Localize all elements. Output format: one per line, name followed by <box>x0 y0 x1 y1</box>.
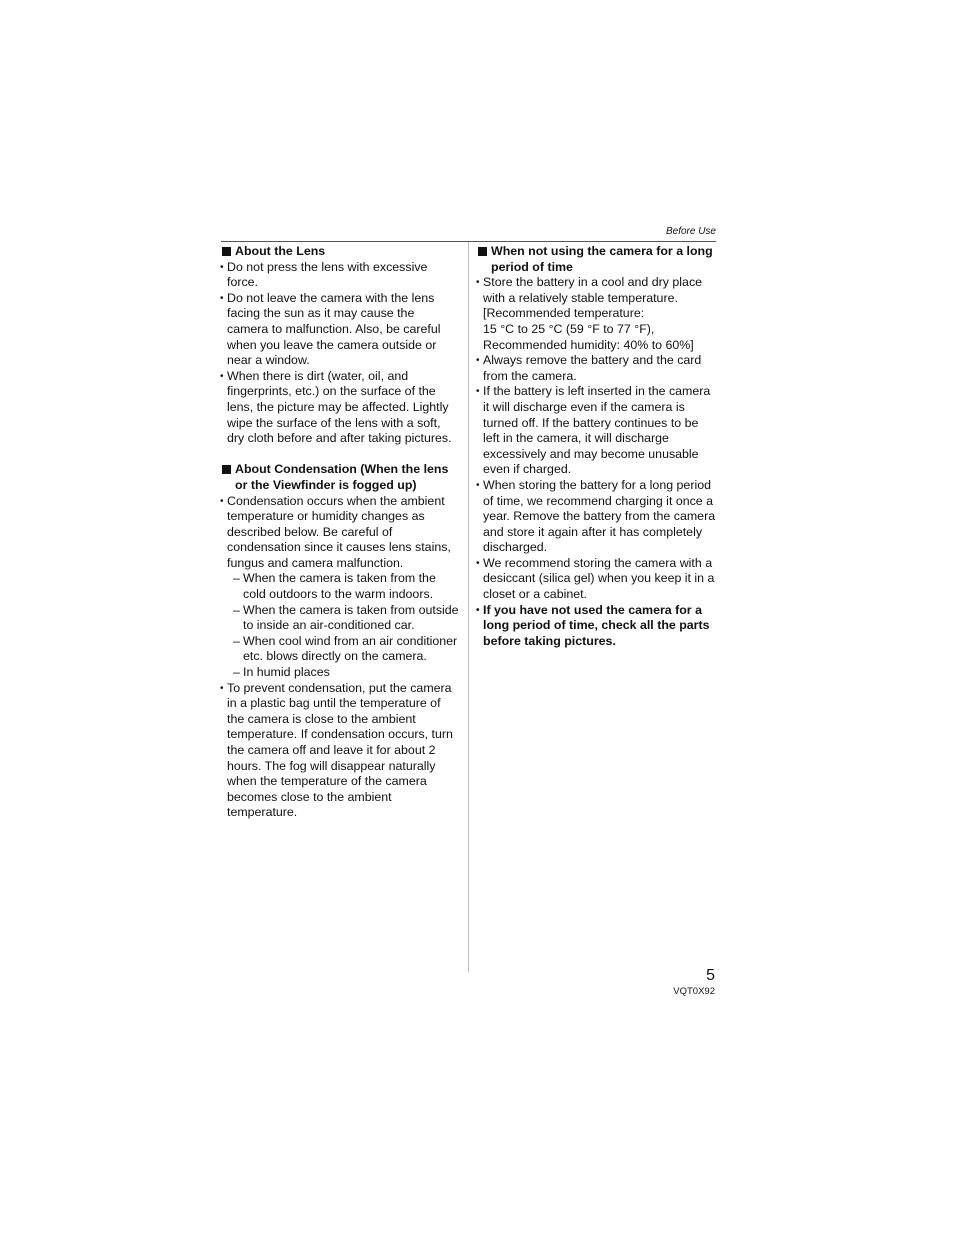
page-number: 5 <box>706 967 715 984</box>
column-divider <box>468 242 469 972</box>
dash-list <box>227 571 459 680</box>
list-item: • To prevent condensation, put the camera in a plastic bag until the temperature of the camera is close to the ambient temperature. If condensation occurs, turn the camera off and leave it for about 2 hours. The fog will disappear naturally when the temperature of the camera becomes close to the ambient temperature. <box>221 681 459 821</box>
section-title-text: When not using the camera for a long period of time <box>491 244 713 274</box>
bold-note: • If you have not used the camera for a long period of time, check all the parts before taking pictures. <box>477 603 717 650</box>
dash-item: – In humid places <box>227 665 459 681</box>
list-item <box>221 494 459 681</box>
list-item: • When storing the battery for a long period of time, we recommend charging it once a year. Remove the battery from the camera and store it again after it has completely discharged. <box>477 478 717 556</box>
section-title-text: About the Lens <box>235 244 326 258</box>
recommended-temperature-value: 15 °C to 25 °C (59 °F to 77 °F), <box>483 321 655 336</box>
list-item: • We recommend storing the camera with a desiccant (silica gel) when you keep it in a closet or a cabinet. <box>477 556 717 603</box>
section-title <box>221 462 459 493</box>
square-bullet-icon <box>222 247 231 256</box>
dash-item: – When the camera is taken from outside to inside an air-conditioned car. <box>227 603 459 634</box>
recommended-temperature-label: [Recommended temperature: <box>483 306 645 321</box>
dash-item: – When the camera is taken from the cold outdoors to the warm indoors. <box>227 571 459 602</box>
bullet-list <box>477 275 717 649</box>
list-item: • If the battery is left inserted in the camera it will discharge even if the camera is turned off. If the battery continues to be left in the camera, it will discharge excessively and may become unusable even if charged. <box>477 384 717 478</box>
section-title-text: About Condensation (When the lens or the Viewfinder is fogged up) <box>235 462 449 492</box>
list-item-text: Condensation occurs when the ambient temperature or humidity changes as described below. Be careful of condensation since it causes lens stains, fungus and camera malfunction. <box>227 493 451 570</box>
list-item <box>477 275 717 353</box>
bullet-list <box>221 494 459 821</box>
list-item: • When there is dirt (water, oil, and fingerprints, etc.) on the surface of the lens, the picture may be affected. Lightly wipe the surface of the lens with a soft, dry cloth before and after taking pictures. <box>221 369 459 447</box>
section-about-the-lens <box>221 244 459 447</box>
list-item-text: Store the battery in a cool and dry place with a relatively stable temperature. <box>483 275 703 305</box>
dash-item: – When cool wind from an air conditioner etc. blows directly on the camera. <box>227 634 459 665</box>
recommended-humidity: Recommended humidity: 40% to 60%] <box>483 337 694 352</box>
square-bullet-icon <box>478 247 487 256</box>
section-long-storage <box>477 244 717 649</box>
section-about-condensation <box>221 462 459 821</box>
bullet-list <box>221 260 459 447</box>
section-title <box>221 244 459 260</box>
section-header-label: Before Use <box>665 226 716 237</box>
list-item: • Do not press the lens with excessive force. <box>221 260 459 291</box>
list-item: • Always remove the battery and the card from the camera. <box>477 353 717 384</box>
section-title <box>477 244 717 275</box>
document-code: VQT0X92 <box>673 986 715 997</box>
square-bullet-icon <box>222 465 231 474</box>
list-item: • Do not leave the camera with the lens facing the sun as it may cause the camera to malfunction. Also, be careful when you leave the camera outside or near a window. <box>221 291 459 369</box>
right-column <box>477 244 717 665</box>
left-column <box>221 244 459 837</box>
